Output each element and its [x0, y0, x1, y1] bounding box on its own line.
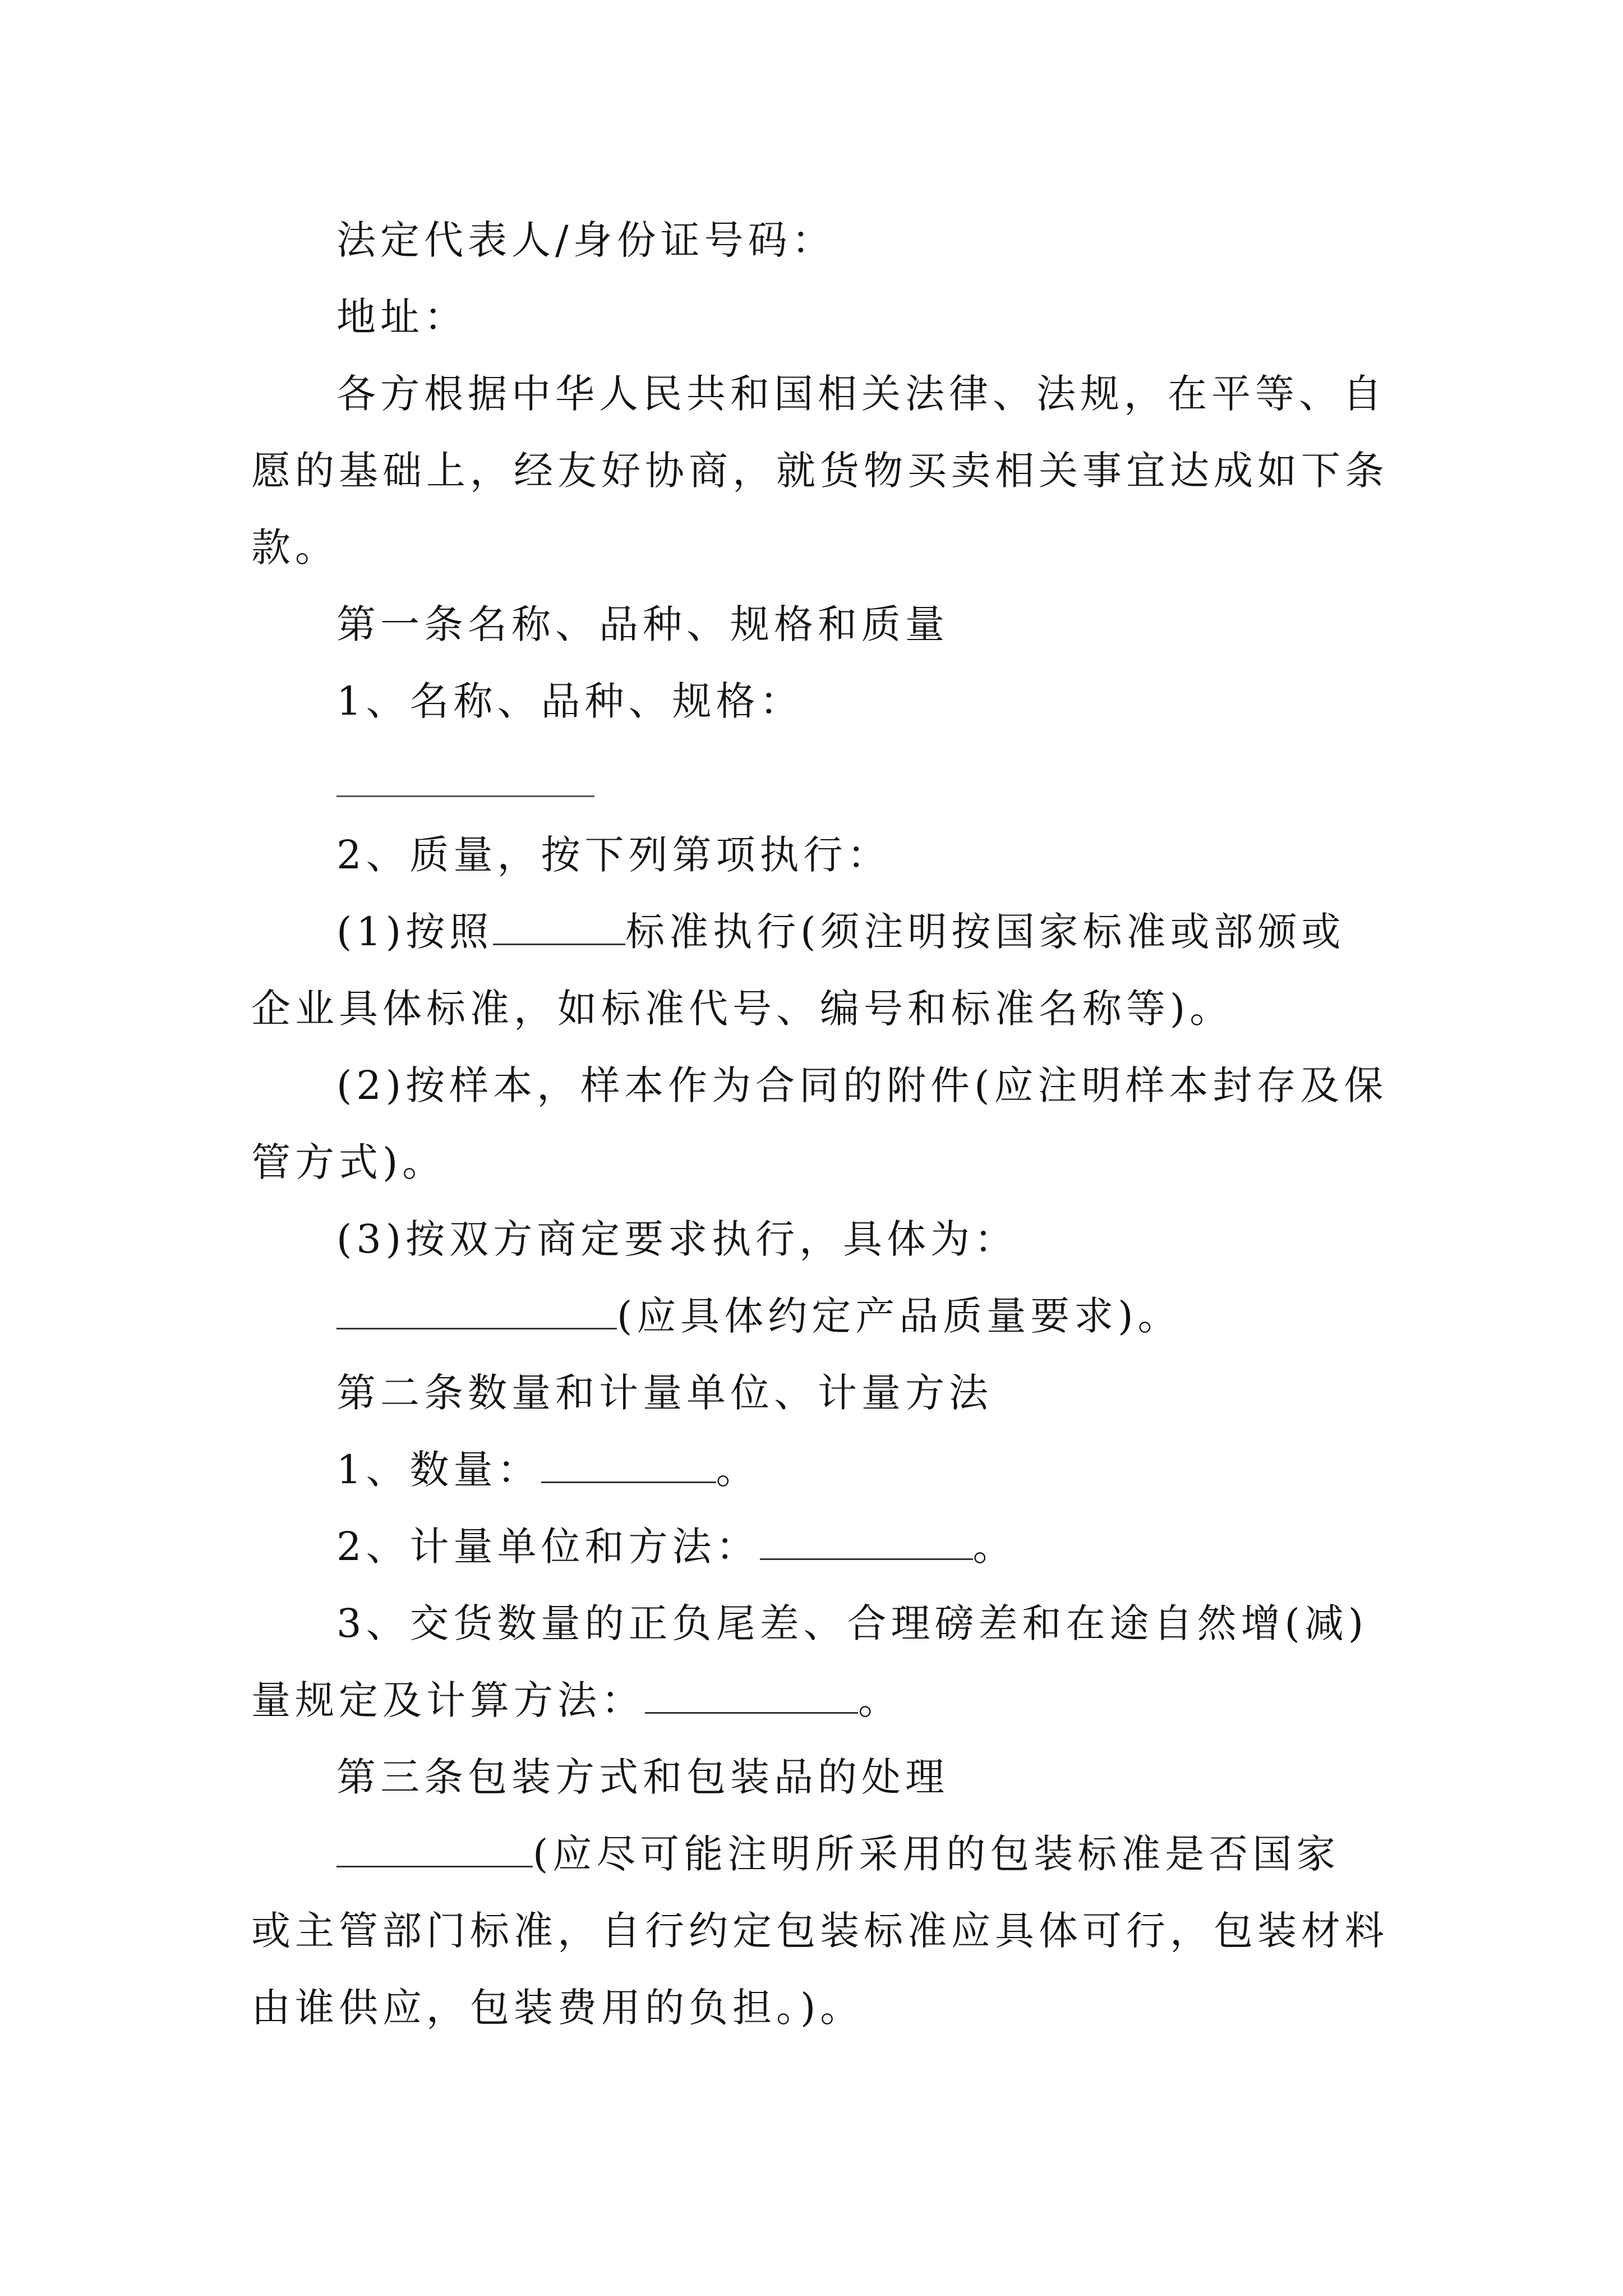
address-label: 地址： — [336, 294, 468, 340]
article-2-title: 第二条数量和计量单位、计量方法 — [336, 1370, 993, 1416]
preamble-line-3 — [251, 525, 1373, 570]
quality-option-1-prefix: (1)按照 — [336, 909, 494, 955]
article-1-title: 第一条名称、品种、规格和质量 — [336, 601, 949, 647]
quantity-end: 。 — [716, 1447, 760, 1493]
quality-option-2-cont-text: 管方式)。 — [251, 1139, 446, 1185]
standard-blank[interactable] — [493, 910, 625, 945]
quality-requirement-note: (应具体约定产品质量要求)。 — [617, 1293, 1182, 1339]
packaging-note: (应尽可能注明所采用的包装标准是否国家 — [533, 1831, 1340, 1877]
tolerance-end: 。 — [858, 1677, 902, 1723]
quantity-line — [336, 1447, 1458, 1492]
packaging-cont-text-1: 或主管部门标准，自行约定包装标准应具体可行，包装材料 — [251, 1908, 1389, 1954]
quality-option-3-text: (3)按双方商定要求执行，具体为： — [336, 1216, 1018, 1262]
unit-method-end: 。 — [972, 1524, 1017, 1570]
quality-option-1-cont — [251, 986, 1373, 1031]
quality-option-2-cont — [251, 1140, 1373, 1185]
packaging-blank[interactable] — [336, 1832, 533, 1867]
quality-requirement-line — [336, 1294, 1458, 1338]
quality-line — [336, 832, 1458, 877]
quality-option-3-line — [336, 1217, 1458, 1262]
tolerance-blank[interactable] — [645, 1678, 858, 1714]
legal-rep-id-label: 法定代表人/身份证号码： — [336, 217, 836, 263]
unit-method-label: 2、计量单位和方法： — [336, 1524, 760, 1570]
packaging-line — [336, 1832, 1458, 1876]
name-variety-spec-blank[interactable] — [336, 795, 594, 797]
preamble-line-2 — [251, 448, 1389, 494]
tolerance-cont-line — [251, 1678, 1373, 1723]
quality-option-1-suffix: 标准执行(须注明按国家标准或部颁或 — [625, 909, 1345, 955]
quality-option-2-line — [336, 1063, 1458, 1108]
article-1-heading — [336, 602, 1458, 647]
address-line — [336, 295, 1458, 339]
preamble-text-1: 各方根据中华人民共和国相关法律、法规，在平等、自 — [336, 371, 1386, 417]
preamble-text-3: 款。 — [251, 524, 339, 570]
quality-option-1-cont-text: 企业具体标准，如标准代号、编号和标准名称等)。 — [251, 986, 1234, 1032]
article-3-heading — [336, 1755, 1458, 1800]
quality-option-2-text: (2)按样本，样本作为合同的附件(应注明样本封存及保 — [336, 1062, 1388, 1108]
quality-option-1-line — [336, 909, 1458, 954]
tolerance-line — [336, 1601, 1458, 1646]
quality-label: 2、质量，按下列第项执行： — [336, 832, 891, 878]
preamble-line-1 — [336, 371, 1458, 416]
unit-method-line — [336, 1524, 1458, 1569]
packaging-cont-line-2 — [251, 1985, 1373, 2030]
quality-requirement-blank[interactable] — [336, 1294, 617, 1329]
packaging-cont-line-1 — [251, 1908, 1389, 1954]
quantity-label: 1、数量： — [336, 1447, 541, 1493]
legal-rep-id-line — [336, 218, 1458, 263]
packaging-cont-text-2: 由谁供应，包装费用的负担。)。 — [251, 1985, 864, 2031]
tolerance-cont-label: 量规定及计算方法： — [251, 1677, 645, 1723]
preamble-text-2: 愿的基础上，经友好协商，就货物买卖相关事宜达成如下条 — [251, 448, 1389, 494]
quantity-blank[interactable] — [541, 1448, 716, 1483]
article-3-title: 第三条包装方式和包装品的处理 — [336, 1754, 949, 1800]
name-variety-spec-line — [336, 679, 1458, 724]
name-variety-spec-label: 1、名称、品种、规格： — [336, 678, 804, 724]
article-2-heading — [336, 1370, 1458, 1415]
unit-method-blank[interactable] — [760, 1525, 973, 1560]
tolerance-text: 3、交货数量的正负尾差、合理磅差和在途自然增(减) — [336, 1600, 1368, 1646]
